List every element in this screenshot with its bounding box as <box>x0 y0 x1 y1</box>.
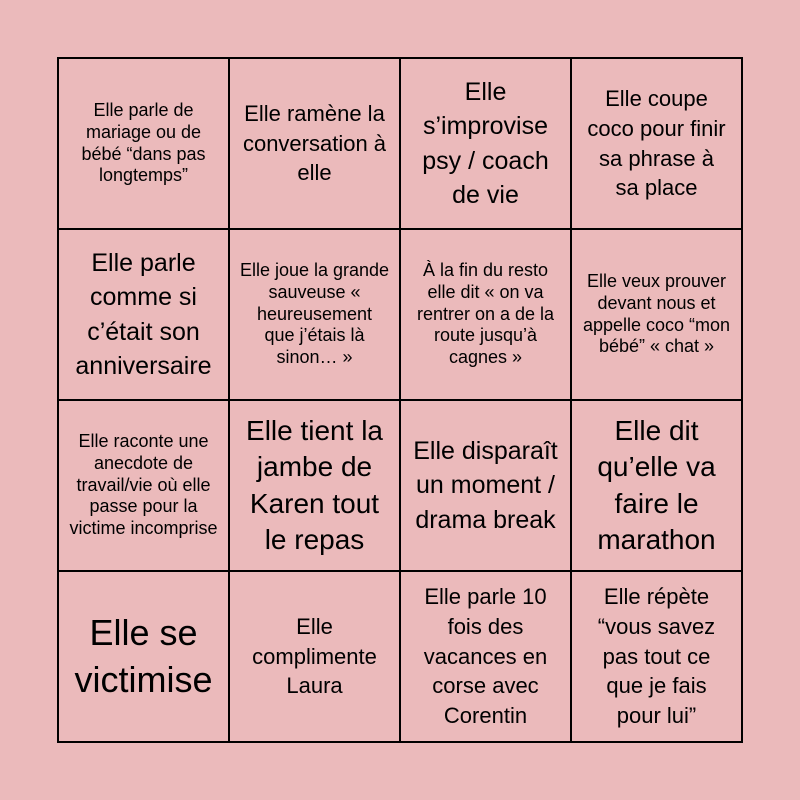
bingo-cell-text: Elle raconte une anecdote de travail/vie où elle passe pour la victime incomprise <box>69 430 218 539</box>
bingo-cell[interactable] <box>58 58 229 229</box>
bingo-cell[interactable] <box>229 58 400 229</box>
bingo-cell-text: Elle parle comme si c’était son anniversaire <box>75 249 212 380</box>
bingo-cell[interactable] <box>229 229 400 400</box>
bingo-cell[interactable] <box>571 571 742 742</box>
bingo-cell[interactable] <box>58 229 229 400</box>
bingo-cell[interactable] <box>229 400 400 571</box>
bingo-cell-text: Elle s’improvise psy / coach de vie <box>422 78 549 209</box>
bingo-cell-text: Elle coupe coco pour finir sa phrase à sa place <box>587 86 726 201</box>
bingo-cell[interactable] <box>400 571 571 742</box>
bingo-board <box>57 57 743 743</box>
bingo-cell-text: Elle complimente Laura <box>252 613 377 699</box>
bingo-cell-text: Elle veux prouver devant nous et appelle coco “mon bébé” « chat » <box>582 270 731 357</box>
bingo-cell-text: Elle ramène la conversation à elle <box>242 100 387 186</box>
bingo-cell-text: Elle disparaît un moment / drama break <box>413 437 558 534</box>
bingo-cell[interactable] <box>571 400 742 571</box>
bingo-cell[interactable] <box>571 229 742 400</box>
bingo-cell[interactable] <box>571 58 742 229</box>
bingo-cell-text: Elle se victimise <box>74 612 213 700</box>
bingo-cell[interactable] <box>58 571 229 742</box>
bingo-cell[interactable] <box>229 571 400 742</box>
bingo-cell[interactable] <box>58 400 229 571</box>
bingo-cell-text: Elle parle de mariage ou de bébé “dans pas longtemps” <box>81 99 206 186</box>
bingo-cell-text: Elle dit qu’elle va faire le marathon <box>597 414 716 555</box>
bingo-cell-text: À la fin du resto elle dit « on va rentrer on a de la route jusqu’à cagnes » <box>416 259 555 368</box>
bingo-cell[interactable] <box>400 58 571 229</box>
bingo-cell-text: Elle tient la jambe de Karen tout le repas <box>246 414 383 555</box>
bingo-cell-text: Elle parle 10 fois des vacances en corse avec Corentin <box>423 584 548 729</box>
bingo-cell-text: Elle répète “vous savez pas tout ce que je fais pour lui” <box>597 584 716 729</box>
bingo-cell[interactable] <box>400 400 571 571</box>
bingo-cell-text: Elle joue la grande sauveuse « heureusement que j’étais là sinon… » <box>239 259 390 368</box>
bingo-cell[interactable] <box>400 229 571 400</box>
